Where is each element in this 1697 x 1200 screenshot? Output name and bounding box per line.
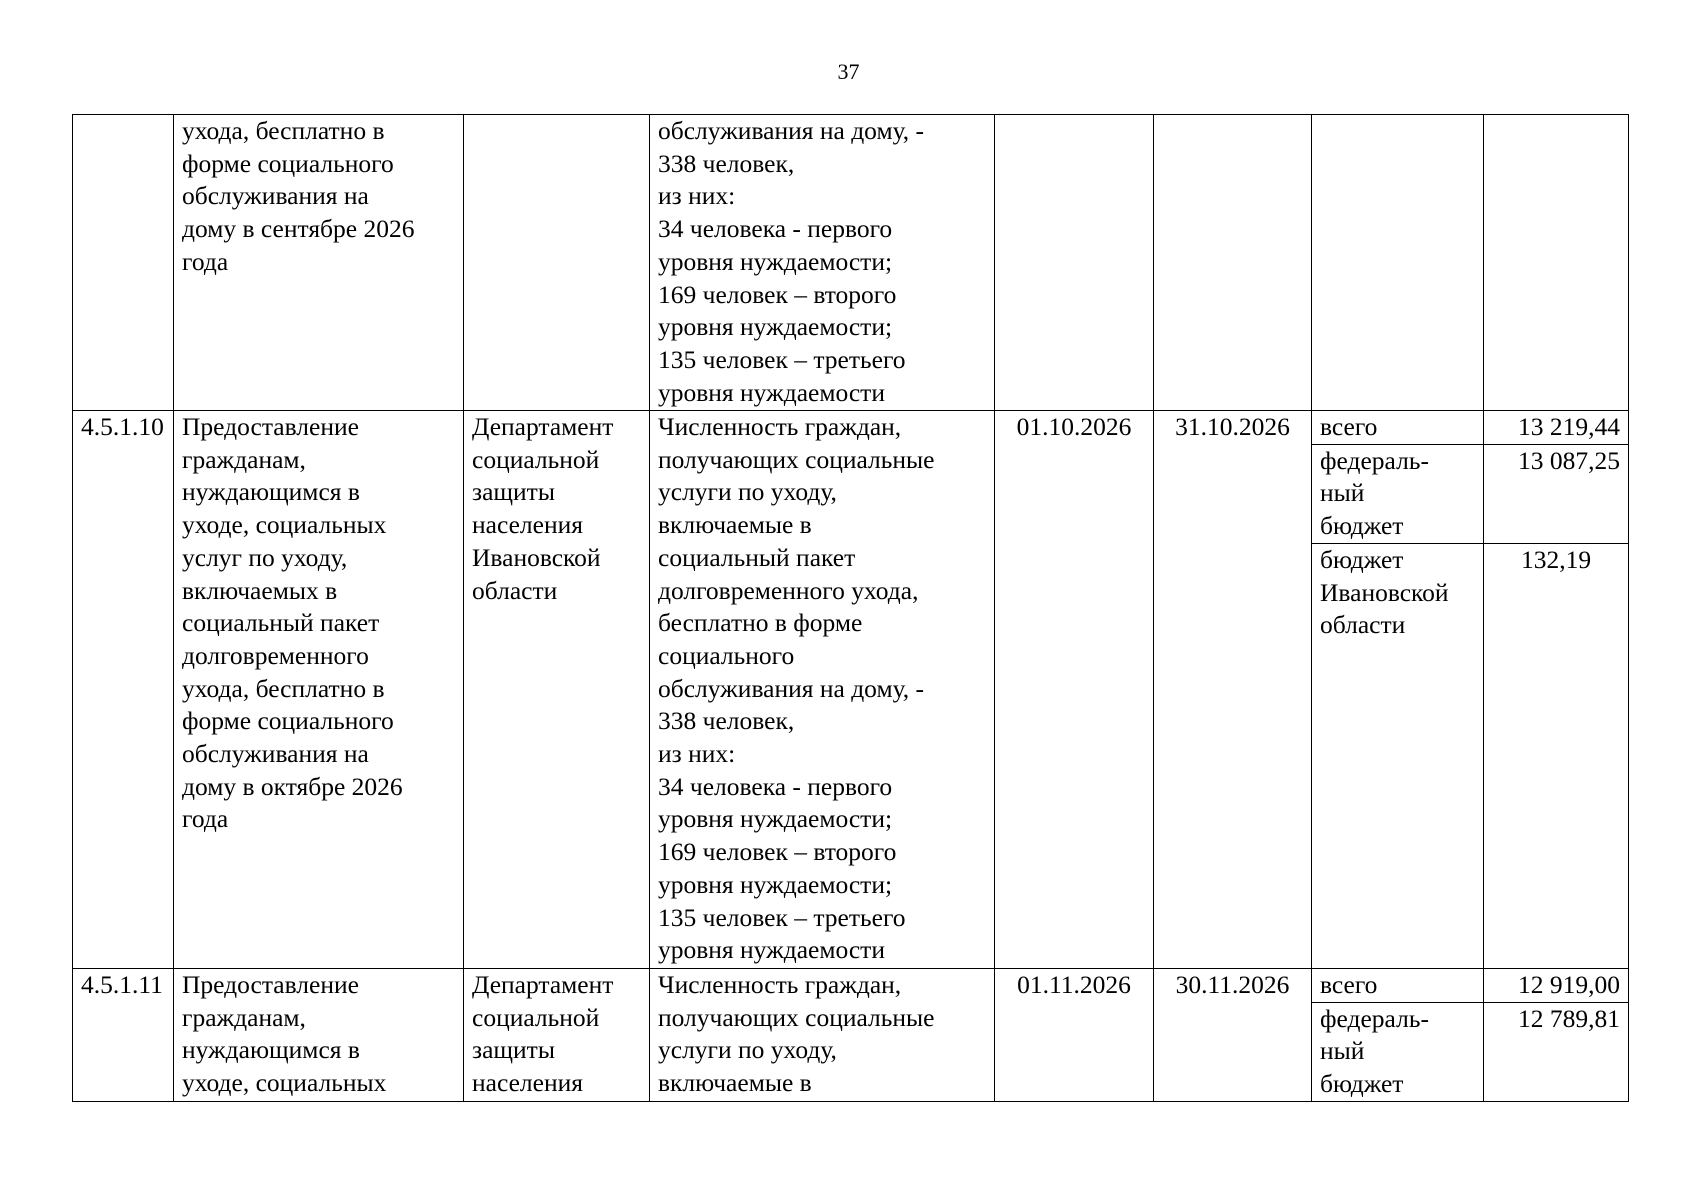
funding-amount: 12 789,81 [1484,1002,1629,1101]
row-number: 4.5.1.11 [73,968,174,1101]
funding-source [1312,115,1484,411]
funding-amount: 12 919,00 [1484,968,1629,1002]
start-date [995,115,1154,411]
funding-source: всего [1312,968,1484,1002]
funding-amount [1484,115,1629,411]
activities-table [72,114,1629,1102]
funding-source: федераль- ный бюджет [1312,1002,1484,1101]
table-row [73,968,1629,1002]
indicator: Численность граждан, получающих социальные услуги по уходу, включаемые в [650,968,995,1101]
row-number [73,115,174,411]
table-row [73,115,1629,411]
executor: Департамент социальной защиты населения Ивановской области [464,411,650,969]
funding-source: всего [1312,411,1484,445]
funding-amount: 13 087,25 [1484,444,1629,543]
activity-name: Предоставление гражданам, нуждающимся в уходе, социальных услуг по уходу, включаемых в социальный пакет долговременного ухода, бесплатно в форме социального обслуживания на дому в октябре 2026 года [174,411,464,969]
table-row [73,411,1629,445]
indicator: обслуживания на дому, - 338 человек, из них: 34 человека - первого уровня нуждаемости; 169 человек – второго уровня нуждаемости; 135 человек – третьего уровня нуждаемости [650,115,995,411]
executor [464,115,650,411]
end-date: 31.10.2026 [1154,411,1312,969]
end-date: 30.11.2026 [1154,968,1312,1101]
funding-amount: 132,19 [1484,543,1629,968]
start-date: 01.11.2026 [995,968,1154,1101]
activity-name: ухода, бесплатно в форме социального обслуживания на дому в сентябре 2026 года [174,115,464,411]
indicator: Численность граждан, получающих социальные услуги по уходу, включаемые в социальный пакет долговременного ухода, бесплатно в форме социального обслуживания на дому, - 338 человек, из них: 34 человека - первого уровня нуждаемости; 169 человек – второго уровня нуждаемости; 135 человек – третьего уровня нуждаемости [650,411,995,969]
start-date: 01.10.2026 [995,411,1154,969]
executor: Департамент социальной защиты населения [464,968,650,1101]
row-number: 4.5.1.10 [73,411,174,969]
funding-source: федераль- ный бюджет [1312,444,1484,543]
end-date [1154,115,1312,411]
funding-amount: 13 219,44 [1484,411,1629,445]
activity-name: Предоставление гражданам, нуждающимся в уходе, социальных [174,968,464,1101]
page-number: 37 [837,59,860,84]
funding-source: бюджет Ивановской области [1312,543,1484,968]
